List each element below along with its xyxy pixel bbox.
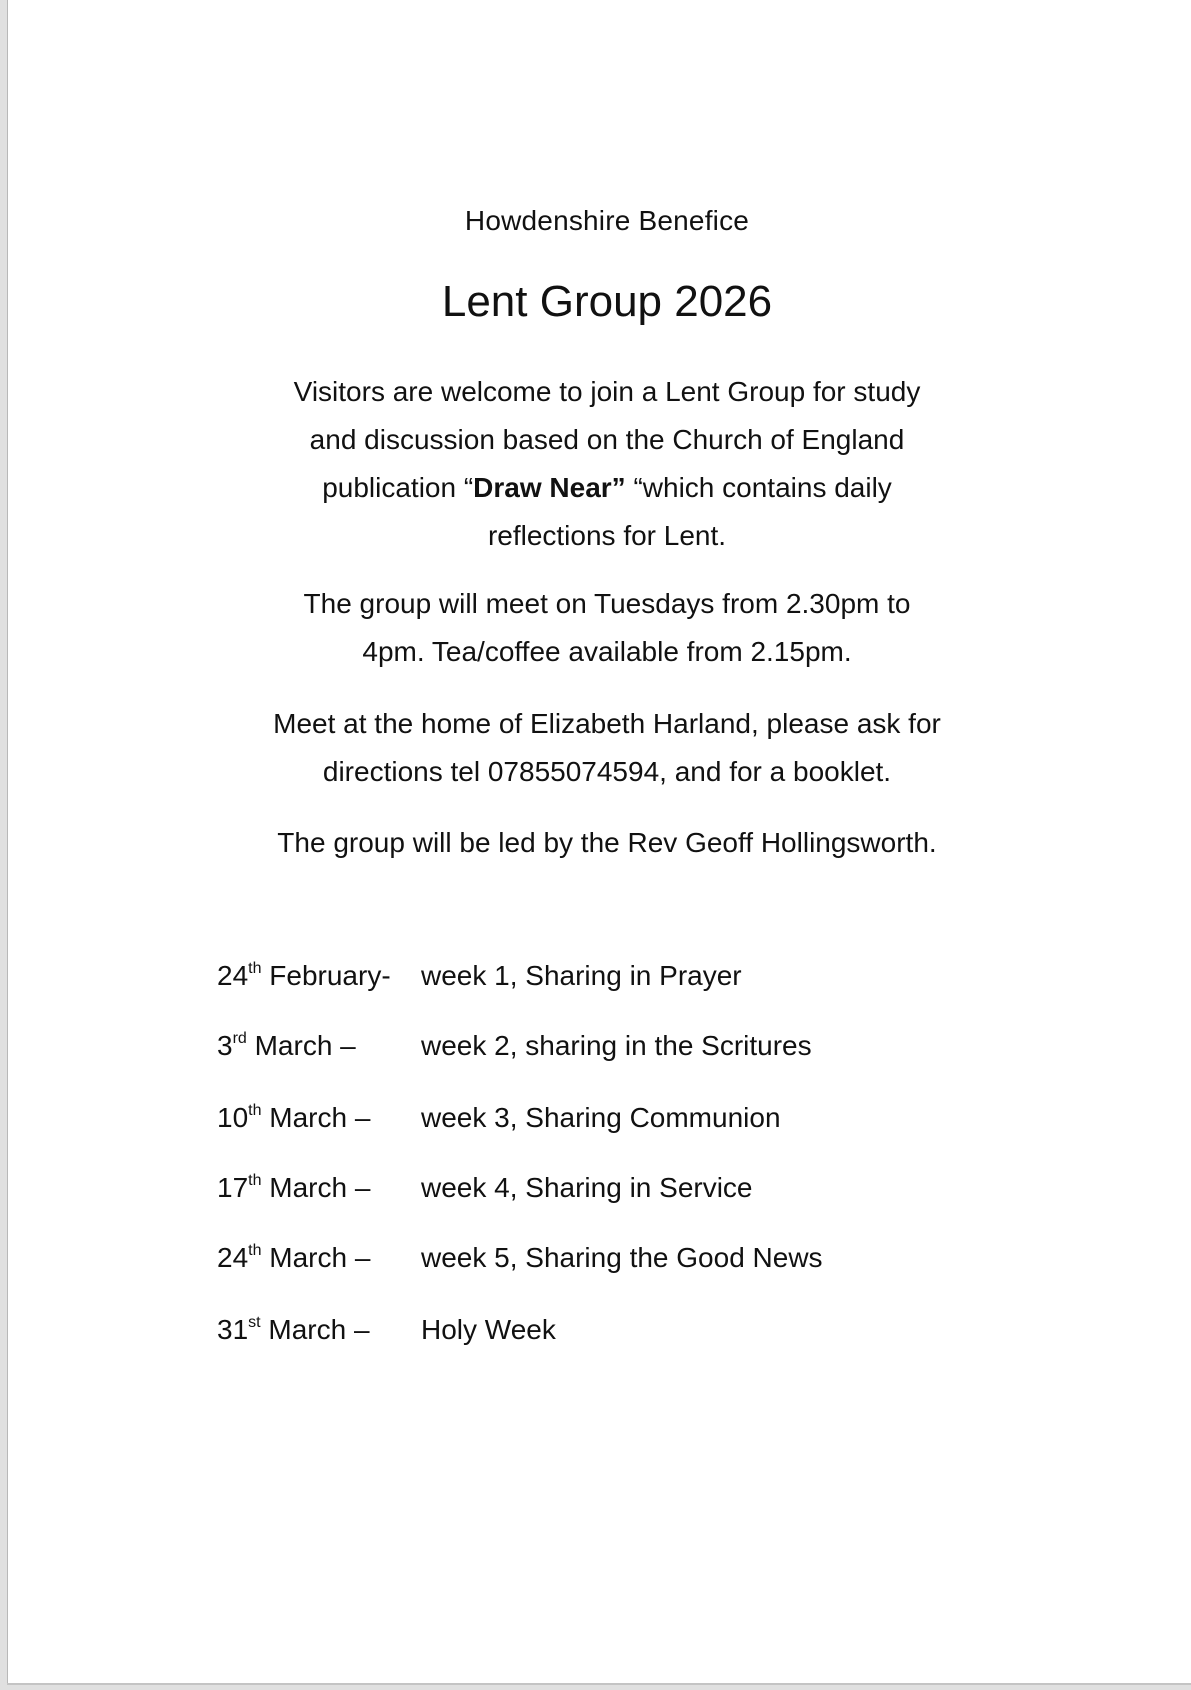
schedule-date: 24th February- [217,960,391,991]
schedule-session: week 3, Sharing Communion [421,1102,781,1133]
leader-paragraph: The group will be led by the Rev Geoff Hollingsworth. [277,827,937,858]
meeting-times-line: The group will meet on Tuesdays from 2.30pm to [303,588,911,619]
location-line: Meet at the home of Elizabeth Harland, please ask for [273,708,941,739]
page-title: Lent Group 2026 [441,277,773,326]
schedule-date: 31st March – [217,1314,370,1345]
schedule-date: 3rd March – [217,1030,356,1061]
location-paragraph [8,700,1191,796]
schedule-session: week 1, Sharing in Prayer [421,960,742,991]
intro-line: Visitors are welcome to join a Lent Group for study [293,376,921,407]
document-page [7,0,1191,1683]
publication-title: Draw Near” [473,472,626,503]
schedule-session: week 4, Sharing in Service [421,1172,753,1203]
location-line: directions tel 07855074594, and for a booklet. [322,756,892,787]
intro-line [8,464,1191,512]
schedule-session: week 5, Sharing the Good News [421,1242,823,1273]
intro-line: and discussion based on the Church of England [309,424,905,455]
organisation-name: Howdenshire Benefice [464,205,750,236]
schedule-date: 24th March – [217,1242,371,1273]
intro-paragraph [8,368,1191,560]
schedule-date: 17th March – [217,1172,371,1203]
intro-text: publication “ [322,472,474,503]
meeting-times-line: 4pm. Tea/coffee available from 2.15pm. [362,636,852,667]
schedule-date: 10th March – [217,1102,371,1133]
meeting-times-paragraph [8,580,1191,676]
intro-text: “which contains daily [625,472,892,503]
schedule-session: week 2, sharing in the Scritures [421,1030,812,1061]
schedule-session: Holy Week [421,1314,556,1345]
intro-line: reflections for Lent. [487,520,727,551]
